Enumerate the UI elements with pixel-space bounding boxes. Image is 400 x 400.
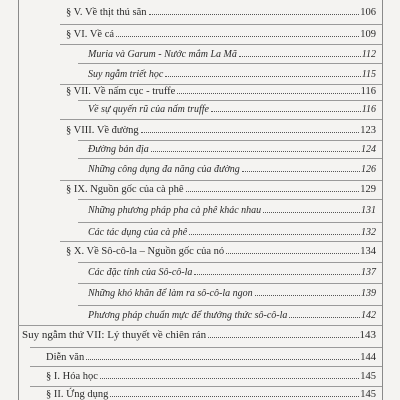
- toc-entry-page: 115: [361, 69, 376, 80]
- toc-entry-title: § VIII. Về đường: [66, 125, 139, 136]
- toc-entry: [66, 2, 376, 18]
- toc-entry-page: 112: [361, 49, 376, 60]
- toc-entry: [66, 120, 376, 136]
- toc-entry-title: Phương pháp chuẩn mực để thưởng thức sô-cô-la: [88, 310, 288, 321]
- toc-entry-title: Những phương pháp pha cà phê khác nhau: [88, 205, 262, 216]
- toc-entry-title: Đường bản địa: [88, 144, 149, 155]
- toc-entry: [46, 366, 376, 382]
- toc-entry-page: 145: [360, 371, 376, 382]
- toc-entry-title: Muria và Garum - Nước mắm La Mã: [88, 49, 237, 60]
- dot-leader: [141, 132, 360, 133]
- toc-entry-title: Các đặc tính của Sô-cô-la: [88, 267, 193, 278]
- dot-leader: [208, 337, 358, 338]
- dot-leader: [226, 253, 359, 254]
- dot-leader: [100, 378, 359, 379]
- dot-leader: [186, 191, 360, 192]
- dot-leader: [289, 317, 360, 318]
- toc-entry: [66, 81, 376, 97]
- toc-subentry: [88, 305, 376, 321]
- toc-entry-title: Những khó khăn để làm ra sô-cô-la ngon: [88, 288, 253, 299]
- toc-subentry: [88, 200, 376, 216]
- dot-leader: [86, 359, 359, 360]
- toc-entry-page: 142: [361, 310, 376, 321]
- toc-entry-page: 123: [360, 125, 376, 136]
- toc-entry-page: 137: [361, 267, 376, 278]
- dot-leader: [177, 93, 359, 94]
- toc-entry-title: § VI. Về cá: [66, 29, 115, 40]
- toc-entry-page: 132: [361, 227, 376, 238]
- toc-entry-page: 116: [360, 86, 376, 97]
- toc-entry-title: § I. Hóa học: [46, 371, 98, 382]
- toc-entry-title: Về sự quyến rũ của nấm truffe: [88, 104, 209, 115]
- dot-leader: [263, 212, 360, 213]
- toc-entry: [66, 179, 376, 195]
- toc-entry-title: Những công dụng đa năng của đường: [88, 164, 240, 175]
- toc-entry-page: 129: [360, 184, 376, 195]
- toc-subentry: [88, 99, 376, 115]
- toc-entry-page: 145: [360, 389, 376, 400]
- dot-leader: [211, 111, 361, 112]
- toc-entry: [66, 24, 376, 40]
- toc-subentry: [88, 222, 376, 238]
- dot-leader: [239, 56, 361, 57]
- dot-leader: [151, 151, 360, 152]
- toc-entry-title: Suy ngẫm thứ VII: Lý thuyết về chiên rán: [22, 329, 207, 341]
- toc-subentry: [88, 283, 376, 299]
- dot-leader: [189, 234, 360, 235]
- toc-entry-page: 144: [360, 352, 376, 363]
- toc-entry-title: § VII. Về nấm cục - truffe: [66, 86, 176, 97]
- toc-subentry: [88, 139, 376, 155]
- toc-chapter: [22, 325, 376, 341]
- toc-entry-title: § V. Về thịt thú săn: [66, 7, 147, 18]
- toc-entry-page: 134: [360, 246, 376, 257]
- toc-entry: [46, 384, 376, 400]
- toc-entry-title: § IX. Nguồn gốc của cà phê: [66, 184, 184, 195]
- dot-leader: [194, 274, 360, 275]
- toc-entry-page: 124: [361, 144, 376, 155]
- toc-entry-page: 109: [360, 29, 376, 40]
- toc-entry-title: Suy ngẫm triết học: [88, 69, 164, 80]
- toc-subentry: [88, 262, 376, 278]
- toc-entry-page: 126: [361, 164, 376, 175]
- toc-subentry: [88, 64, 376, 80]
- toc-entry-page: 106: [360, 7, 376, 18]
- toc-entry: [66, 241, 376, 257]
- toc-subentry: [88, 159, 376, 175]
- toc-entry-page: 139: [361, 288, 376, 299]
- dot-leader: [242, 171, 360, 172]
- toc-entry-page: 143: [359, 329, 376, 341]
- toc-entry-page: 116: [361, 104, 376, 115]
- toc-entry-title: § II. Ứng dụng: [46, 389, 109, 400]
- dot-leader: [116, 36, 359, 37]
- dot-leader: [255, 295, 360, 296]
- dot-leader: [165, 76, 360, 77]
- toc-subentry: [88, 44, 376, 60]
- toc-entry-title: Các tác dụng của cà phê: [88, 227, 188, 238]
- toc-entry-title: § X. Về Sô-cô-la – Nguồn gốc của nó: [66, 246, 225, 257]
- dot-leader: [110, 396, 359, 397]
- toc-entry-title: Diễn văn: [46, 352, 85, 363]
- toc-entry-page: 131: [361, 205, 376, 216]
- dot-leader: [149, 14, 360, 15]
- toc-entry: [46, 347, 376, 363]
